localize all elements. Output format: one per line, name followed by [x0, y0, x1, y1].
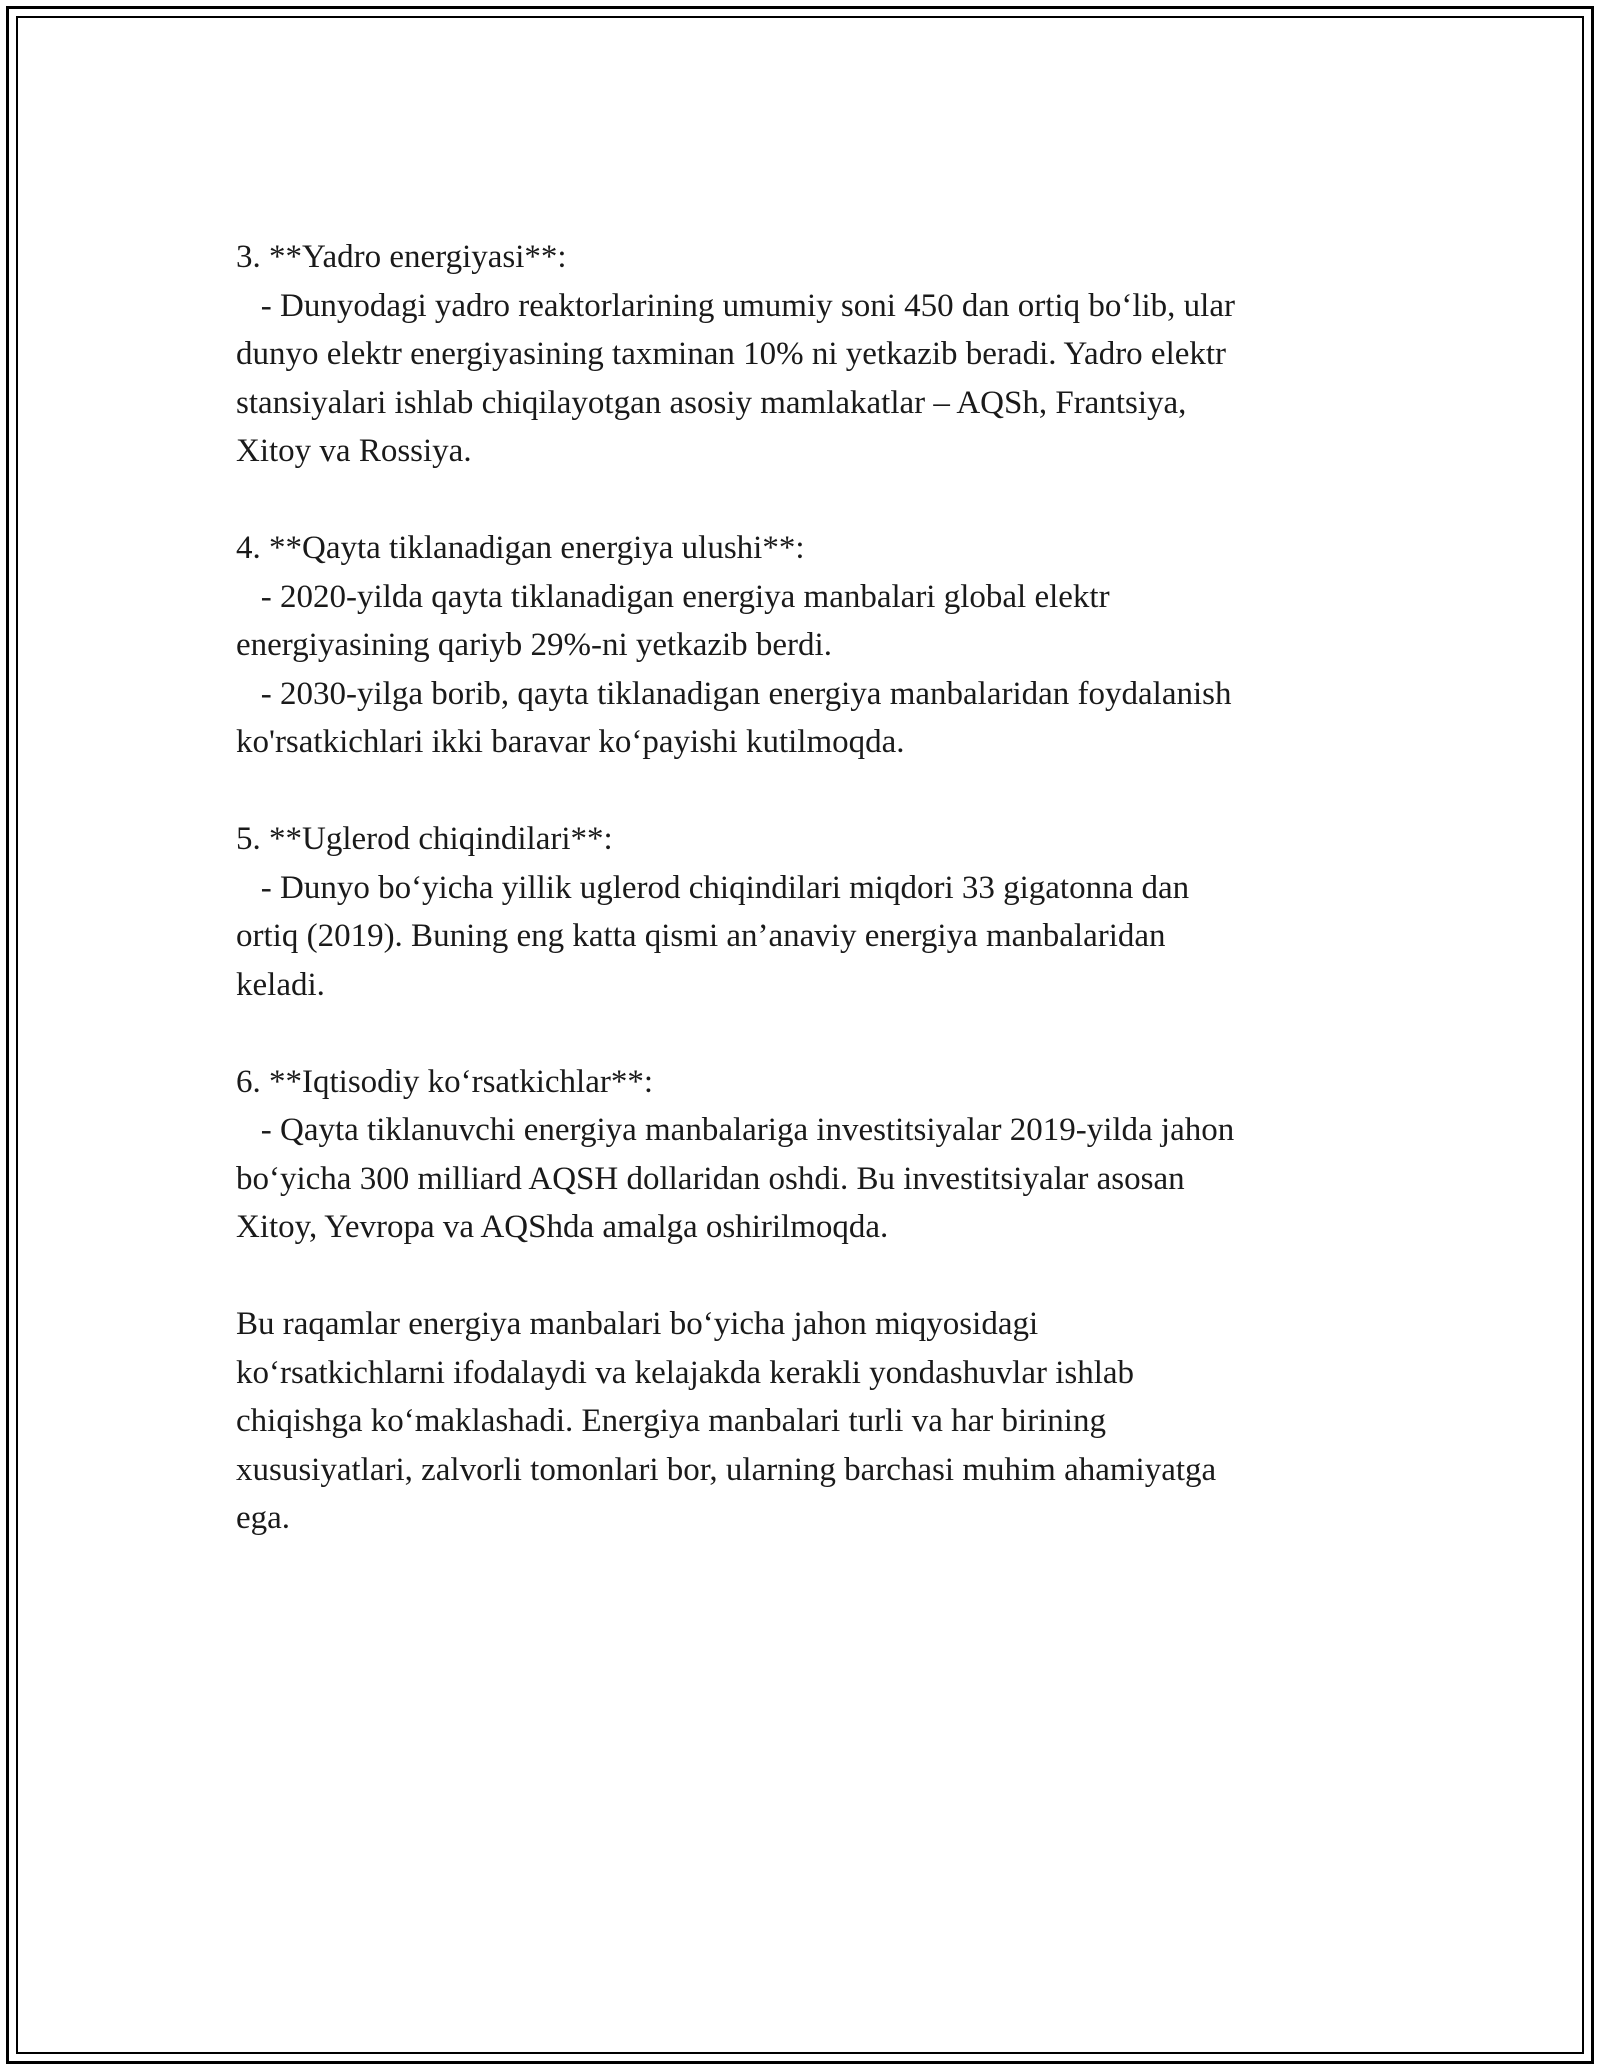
text-line: bo‘yicha 300 milliard AQSH dollaridan oshdi. Bu investitsiyalar asosan	[236, 1160, 1185, 1197]
text-line: - 2030-yilga borib, qayta tiklanadigan energiya manbalaridan foydalanish	[236, 675, 1232, 712]
document-body	[236, 233, 1376, 1591]
text-line: xususiyatlari, zalvorli tomonlari bor, ularning barchasi muhim ahamiyatga	[236, 1451, 1217, 1488]
text-line: - 2020-yilda qayta tiklanadigan energiya manbalari global elektr	[236, 578, 1110, 615]
text-line: dunyo elektr energiyasining taxminan 10% ni yetkazib beradi. Yadro elektr	[236, 336, 1227, 372]
text-line: - Dunyodagi yadro reaktorlarining umumiy soni 450 dan ortiq bo‘lib, ular	[236, 287, 1235, 324]
section-renewable-share	[236, 524, 1376, 767]
text-line: stansiyalari ishlab chiqilayotgan asosiy mamlakatlar – AQSh, Frantsiya,	[236, 384, 1187, 421]
text-line: Bu raqamlar energiya manbalari bo‘yicha jahon miqyosidagi	[236, 1306, 1039, 1342]
section-heading: 5. **Uglerod chiqindilari**:	[236, 821, 613, 857]
section-heading: 6. **Iqtisodiy ko‘rsatkichlar**:	[236, 1063, 654, 1100]
text-line: - Dunyo bo‘yicha yillik uglerod chiqindilari miqdori 33 gigatonna dan	[236, 869, 1190, 906]
section-carbon-emissions	[236, 815, 1376, 1009]
section-nuclear-energy	[236, 233, 1376, 476]
text-line: - Qayta tiklanuvchi energiya manbalariga investitsiyalar 2019-yilda jahon	[236, 1112, 1235, 1148]
text-line: Xitoy, Yevropa va AQShda amalga oshirilmoqda.	[236, 1209, 889, 1245]
conclusion-paragraph	[236, 1300, 1376, 1543]
text-line: Xitoy va Rossiya.	[236, 433, 472, 469]
text-line: ega.	[236, 1500, 291, 1536]
text-line: energiyasining qariyb 29%-ni yetkazib berdi.	[236, 627, 832, 663]
text-line: ko'rsatkichlari ikki baravar ko‘payishi kutilmoqda.	[236, 724, 905, 760]
section-heading: 4. **Qayta tiklanadigan energiya ulushi**:	[236, 530, 805, 566]
text-line: ko‘rsatkichlarni ifodalaydi va kelajakda kerakli yondashuvlar ishlab	[236, 1354, 1135, 1391]
text-line: chiqishga ko‘maklashadi. Energiya manbalari turli va har birining	[236, 1403, 1106, 1439]
text-line: keladi.	[236, 966, 325, 1003]
section-economic-indicators	[236, 1058, 1376, 1252]
text-line: ortiq (2019). Buning eng katta qismi an’anaviy energiya manbalaridan	[236, 918, 1166, 954]
section-heading: 3. **Yadro energiyasi**:	[236, 239, 567, 275]
